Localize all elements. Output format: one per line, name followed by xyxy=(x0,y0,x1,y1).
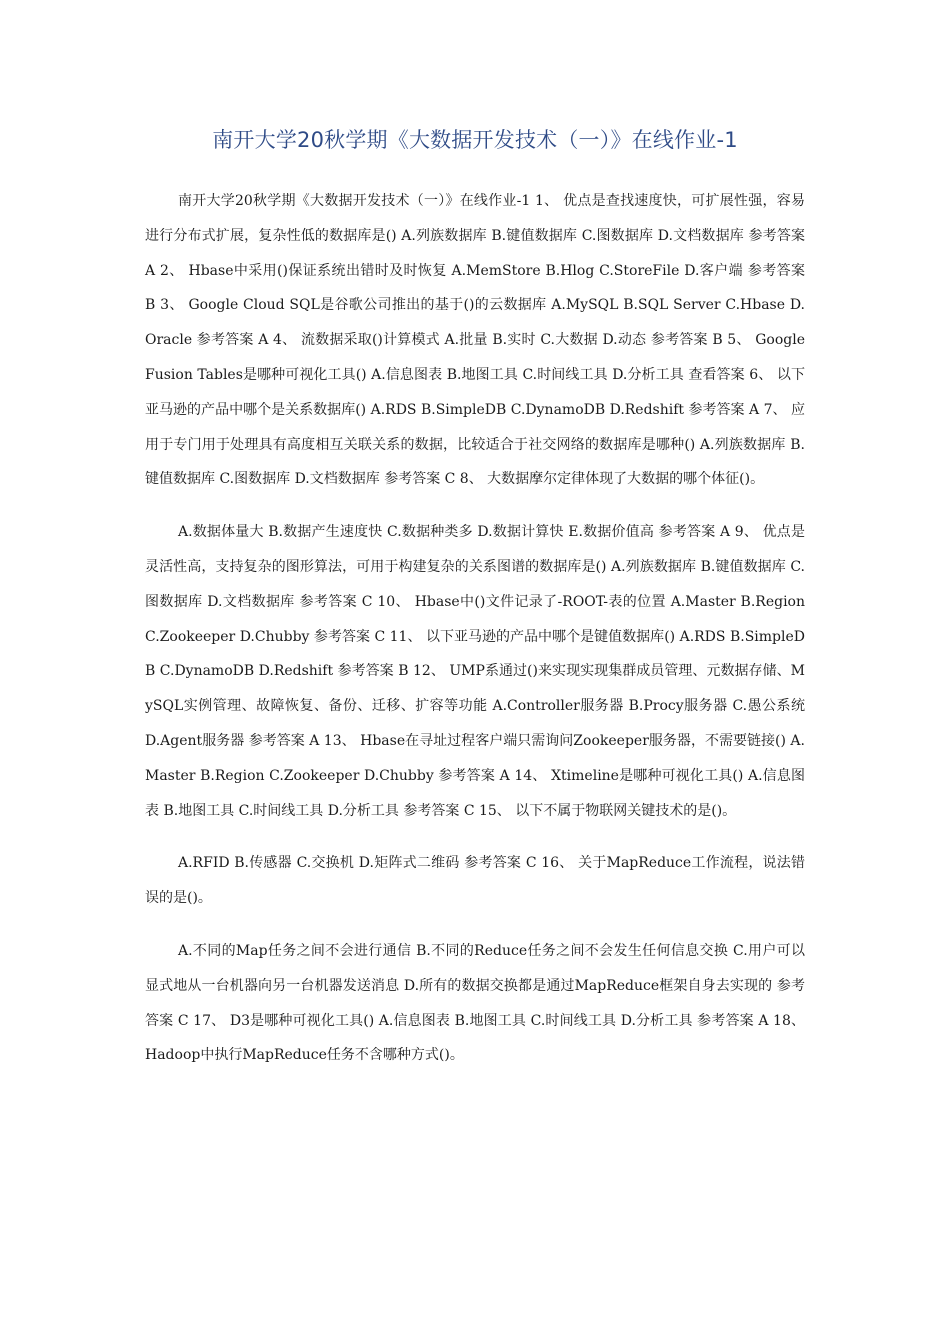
paragraph-1: 南开大学20秋学期《大数据开发技术（一）》在线作业-1 1、 优点是查找速度快，可扩展性强，容易进行分布式扩展，复杂性低的数据库是() A.列族数据库 B.键值数据库 C.图数据库 D.文档数据库 参考答案 A 2、 Hbase中采用()保证系统出错时及时恢复 A.MemStore B.Hlog C.StoreFile D.客户端 参考答案 B 3、 Google Cloud SQL是谷歌公司推出的基于()的云数据库 A.MySQL B.SQL Server C.Hbase D.Oracle 参考答案 A 4、 流数据采取()计算模式 A.批量 B.实时 C.大数据 D.动态 参考答案 B 5、 Google Fusion Tables是哪种可视化工具() A.信息图表 B.地图工具 C.时间线工具 D.分析工具 查看答案 6、 以下亚马逊的产品中哪个是关系数据库() A.RDS B.SimpleDB C.DynamoDB D.Redshift 参考答案 A 7、 应用于专门用于处理具有高度相互关联关系的数据，比较适合于社交网络的数据库是哪种() A.列族数据库 B.键值数据库 C.图数据库 D.文档数据库 参考答案 C 8、 大数据摩尔定律体现了大数据的哪个体征()。 xyxy=(145,193,805,488)
document-page xyxy=(145,118,805,1091)
paragraph-4: A.不同的Map任务之间不会进行通信 B.不同的Reduce任务之间不会发生任何信息交换 C.用户可以显式地从一台机器向另一台机器发送消息 D.所有的数据交换都是通过MapReduce框架自身去实现的 参考答案 C 17、 D3是哪种可视化工具() A.信息图表 B.地图工具 C.时间线工具 D.分析工具 参考答案 A 18、 Hadoop中执行MapReduce任务不含哪种方式()。 xyxy=(145,942,805,1064)
document-title: 南开大学20秋学期《大数据开发技术（一）》在线作业-1 xyxy=(212,128,738,152)
paragraph-2: A.数据体量大 B.数据产生速度快 C.数据种类多 D.数据计算快 E.数据价值高 参考答案 A 9、 优点是灵活性高，支持复杂的图形算法，可用于构建复杂的关系图谱的数据库是() A.列族数据库 B.键值数据库 C.图数据库 D.文档数据库 参考答案 C 10、 Hbase中()文件记录了-ROOT-表的位置 A.Master B.Region C.Zookeeper D.Chubby 参考答案 C 11、 以下亚马逊的产品中哪个是键值数据库() A.RDS B.SimpleDB C.DynamoDB D.Redshift 参考答案 B 12、 UMP系通过()来实现实现集群成员管理、元数据存储、MySQL实例管理、故障恢复、备份、迁移、扩容等功能 A.Controller服务器 B.Procy服务器 C.愚公系统 D.Agent服务器 参考答案 A 13、 Hbase在寻址过程客户端只需询问Zookeeper服务器，不需要链接() A.Master B.Region C.Zookeeper D.Chubby 参考答案 A 14、 Xtimeline是哪种可视化工具() A.信息图表 B.地图工具 C.时间线工具 D.分析工具 参考答案 C 15、 以下不属于物联网关键技术的是()。 xyxy=(145,524,805,819)
paragraph-3: A.RFID B.传感器 C.交换机 D.矩阵式二维码 参考答案 C 16、 关于MapReduce工作流程，说法错误的是()。 xyxy=(145,855,805,907)
